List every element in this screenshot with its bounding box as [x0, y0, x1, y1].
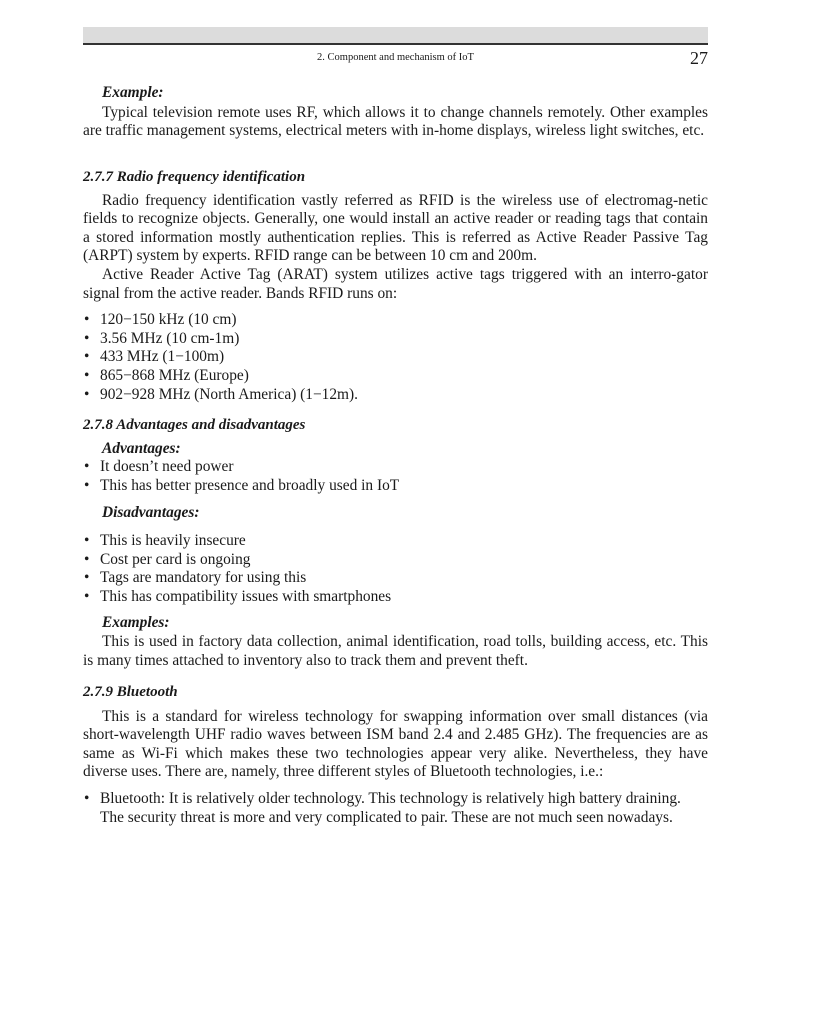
disadvantages-label: Disadvantages:: [102, 504, 200, 522]
example-section: [83, 84, 708, 141]
section-heading: 2.7.8 Advantages and disadvantages: [83, 417, 306, 433]
disadvantages-list: [83, 532, 708, 606]
running-title: 2. Component and mechanism of IoT: [317, 52, 474, 63]
bands-list: [83, 311, 708, 404]
list-item: • This has better presence and broadly used in IoT: [83, 477, 708, 496]
example-text: Typical television remote uses RF, which allows it to change channels remotely. Other examples are traffic management systems, electrical meters with in-home displays, wireless light switches, etc.: [83, 103, 708, 140]
section-heading: 2.7.9 Bluetooth: [83, 684, 178, 700]
list-item: • It doesn’t need power: [83, 458, 708, 477]
paragraph: Radio frequency identification vastly referred as RFID is the wireless use of electromag-netic fields to recognize objects. Generally, one would install an active reader or reading tags that contain a stored information mostly authentication replies. This is referred as Active Reader Passive Tag (ARPT) system by experts. RFID range can be between 10 cm and 200m.: [83, 191, 708, 265]
list-item: • This is heavily insecure: [83, 532, 708, 551]
bluetooth-list: [83, 790, 708, 827]
list-item: • 120−150 kHz (10 cm): [83, 311, 708, 330]
advantages-label: Advantages:: [102, 439, 181, 457]
header-bar: [83, 27, 708, 43]
advantages-list: [83, 458, 708, 495]
page-number: 27: [690, 48, 708, 68]
examples-label: Examples:: [102, 614, 170, 632]
example-label: Example:: [102, 84, 164, 101]
list-item: • 865−868 MHz (Europe): [83, 367, 708, 386]
list-item: • 902−928 MHz (North America) (1−12m).: [83, 386, 708, 405]
section-2-7-9: [83, 683, 708, 827]
section-2-7-8: [83, 416, 708, 670]
list-item: • 433 MHz (1−100m): [83, 348, 708, 367]
list-item: • Bluetooth: It is relatively older technology. This technology is relatively high battery draining. The security threat is more and very complicated to pair. These are not much seen nowadays.: [83, 790, 698, 827]
paragraph: Active Reader Active Tag (ARAT) system utilizes active tags triggered with an interro-gator signal from the active reader. Bands RFID runs on:: [83, 265, 708, 302]
list-item: • Tags are mandatory for using this: [83, 569, 708, 588]
list-item: • This has compatibility issues with smartphones: [83, 588, 708, 607]
list-item: • Cost per card is ongoing: [83, 551, 708, 570]
paragraph: This is a standard for wireless technology for swapping information over small distances (via short-wavelength UHF radio waves between ISM band 2.4 and 2.485 GHz). The frequencies are as same as Wi-Fi which makes these two technologies appear very alike. Nevertheless, they have diverse uses. There are, namely, three different styles of Bluetooth technologies, i.e.:: [83, 707, 708, 781]
examples-text: This is used in factory data collection, animal identification, road tolls, building access, etc. This is many times attached to inventory also to track them and prevent theft.: [83, 632, 708, 669]
header-rule: [83, 43, 708, 45]
list-item: • 3.56 MHz (10 cm-1m): [83, 330, 708, 349]
section-2-7-7: [83, 168, 708, 404]
section-heading: 2.7.7 Radio frequency identification: [83, 169, 306, 185]
